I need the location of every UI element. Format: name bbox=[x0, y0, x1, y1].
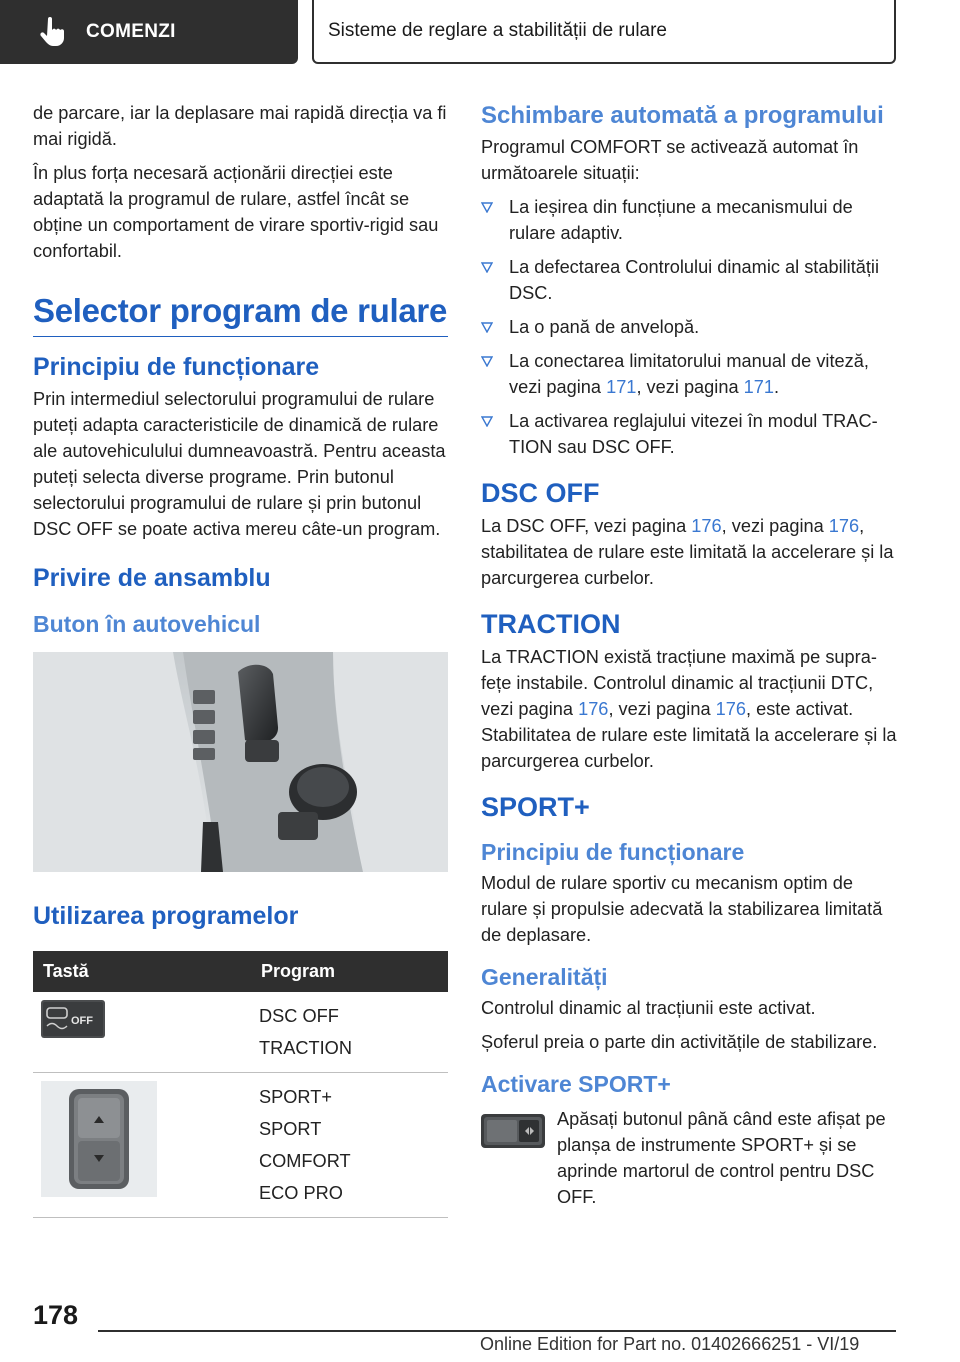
general-paragraph-1: Controlul dinamic al tracțiunii este activat. bbox=[481, 998, 816, 1018]
dsc-text-mid: , vezi pagina bbox=[721, 516, 829, 536]
traction-text-pre: La TRACTION există tracțiune maximă pe suprafețe instabile. Controlul dinamic al tracțiunii DTC, vezi pagina bbox=[481, 647, 877, 719]
rocker-switch-icon bbox=[481, 1114, 545, 1148]
bullet-text: La o pană de anvelopă. bbox=[509, 317, 700, 337]
col-header-program: Program bbox=[251, 951, 448, 992]
bullet-text: La activarea reglajului vitezei în modul TRACTION sau DSC OFF. bbox=[509, 411, 878, 457]
list-item bbox=[481, 254, 897, 306]
table-row bbox=[33, 992, 448, 1073]
page-link-171[interactable]: 171 bbox=[743, 377, 774, 397]
bullet-text-post: . bbox=[773, 377, 780, 397]
intro-paragraph-2: În plus forța necesară acționării direcției este adaptată la programul de rulare, astfel încât se obține un comportament de virare sportiv-rigid sau confortabil. bbox=[33, 163, 439, 261]
dsc-paragraph bbox=[481, 513, 897, 591]
auto-paragraph: Programul COMFORT se activează automat în următoarele situații: bbox=[481, 137, 859, 183]
dsc-off-button-icon bbox=[41, 1000, 105, 1038]
key-cell-dsc bbox=[33, 992, 251, 1073]
col-header-key: Tastă bbox=[33, 951, 251, 992]
footer-edition: Online Edition for Part no. 01402666251 - VI/19 bbox=[480, 1334, 860, 1354]
dsc-text-post: , stabilitatea de rulare este limitată la accelerare și la parcurgerea curbelor. bbox=[481, 516, 894, 588]
triangle-bullet-icon bbox=[481, 262, 493, 273]
heading-overview: Privire de ansamblu bbox=[33, 564, 271, 592]
page-link-176[interactable]: 176 bbox=[691, 516, 722, 536]
program-traction: TRACTION bbox=[259, 1038, 352, 1058]
triangle-bullet-icon bbox=[481, 322, 493, 333]
page-number: 178 bbox=[33, 1300, 79, 1330]
page-link-176[interactable]: 176 bbox=[578, 699, 609, 719]
heading-principle: Principiu de funcționare bbox=[33, 353, 320, 381]
heading-sport-principle: Principiu de funcționare bbox=[481, 839, 745, 865]
center-console-photo bbox=[33, 652, 448, 872]
program-selector-switch-icon bbox=[41, 1081, 157, 1197]
program-table bbox=[33, 951, 448, 1218]
traction-paragraph bbox=[481, 644, 897, 774]
program-dsc-off: DSC OFF bbox=[259, 1006, 339, 1026]
program-eco-pro: ECO PRO bbox=[259, 1183, 343, 1203]
list-item bbox=[481, 408, 897, 460]
heading-sport-plus: SPORT+ bbox=[481, 792, 590, 822]
console-illustration bbox=[33, 652, 448, 872]
list-item bbox=[481, 314, 897, 340]
table-header-row bbox=[33, 951, 448, 992]
activate-paragraph: Apăsați butonul până când este afișat pe planșa de instrumente SPORT+ și se aprinde martorul de control pentru DSC OFF. bbox=[557, 1109, 886, 1207]
section-title-tab[interactable] bbox=[312, 0, 896, 64]
activate-row bbox=[481, 1106, 897, 1210]
heading-program-usage: Utilizarea programelor bbox=[33, 902, 299, 930]
traction-text-post: , este activat. Stabilitatea de rulare este limitată la accelerare și la parcurgerea curbelor. bbox=[481, 699, 897, 771]
section-title: Sisteme de reglare a stabilității de rulare bbox=[328, 20, 668, 41]
table-row bbox=[33, 1073, 448, 1218]
dsc-off-icon-label: OFF bbox=[71, 1015, 93, 1027]
heading-selector-program: Selector program de rulare bbox=[33, 292, 448, 337]
page-link-176[interactable]: 176 bbox=[828, 516, 860, 536]
program-comfort: COMFORT bbox=[259, 1151, 351, 1171]
heading-button-in-vehicle: Buton în autovehicul bbox=[33, 611, 261, 637]
dsc-text-pre: La DSC OFF, vezi pagina bbox=[481, 516, 692, 536]
heading-general: Generalități bbox=[481, 964, 608, 990]
heading-traction: TRACTION bbox=[481, 609, 621, 639]
page-link-171[interactable]: 171 bbox=[606, 377, 637, 397]
triangle-bullet-icon bbox=[481, 416, 493, 427]
right-column bbox=[481, 100, 897, 1210]
tab-comenzi[interactable] bbox=[0, 0, 298, 64]
heading-auto-program-change: Schimbare automată a programului bbox=[481, 102, 884, 129]
comfort-conditions-list bbox=[481, 194, 897, 460]
left-column bbox=[33, 100, 448, 1218]
bullet-text-mid: , vezi pagina bbox=[636, 377, 744, 397]
intro-paragraph-1: de parcare, iar la deplasare mai rapidă direcția va fi mai rigidă. bbox=[33, 103, 447, 149]
sport-principle-paragraph: Modul de rulare sportiv cu mecanism optim de rulare și propulsie adecvată la stabilizarea limitată de deplasare. bbox=[481, 873, 883, 945]
triangle-bullet-icon bbox=[481, 202, 493, 213]
triangle-bullet-icon bbox=[481, 356, 493, 367]
program-cell-selector bbox=[251, 1073, 448, 1218]
program-cell-dsc bbox=[251, 992, 448, 1073]
bullet-text: La ieșirea din funcțiune a mecanismului de rulare adaptiv. bbox=[509, 197, 853, 243]
key-cell-selector bbox=[33, 1073, 251, 1218]
footer-divider bbox=[98, 1330, 896, 1332]
list-item bbox=[481, 348, 897, 400]
program-sport-plus: SPORT+ bbox=[259, 1087, 332, 1107]
bullet-text-pre: La conectarea limitatorului manual de viteză, vezi pagina bbox=[509, 351, 869, 397]
traction-text-mid: , vezi pagina bbox=[608, 699, 716, 719]
general-paragraph-2: Șoferul preia o parte din activitățile de stabilizare. bbox=[481, 1032, 878, 1052]
bullet-text: La defectarea Controlului dinamic al stabilității DSC. bbox=[509, 257, 880, 303]
page-link-176[interactable]: 176 bbox=[715, 699, 746, 719]
tab-label: COMENZI bbox=[86, 21, 176, 42]
heading-activate-sport-plus: Activare SPORT+ bbox=[481, 1071, 671, 1097]
page-header bbox=[0, 0, 960, 66]
heading-dsc-off: DSC OFF bbox=[481, 478, 600, 508]
principle-paragraph: Prin intermediul selectorului programului de rulare puteți adapta caracteristicile de dinamică de rulare ale autovehiculului dumneavoastră. Pentru aceasta puteți selecta diverse programe. Prin butonul selectorului programului de rulare și prin butonul DSC OFF se poate activa mereu câte-un program. bbox=[33, 389, 446, 539]
hand-pointer-icon bbox=[40, 17, 66, 47]
program-sport: SPORT bbox=[259, 1119, 322, 1139]
list-item bbox=[481, 194, 897, 246]
